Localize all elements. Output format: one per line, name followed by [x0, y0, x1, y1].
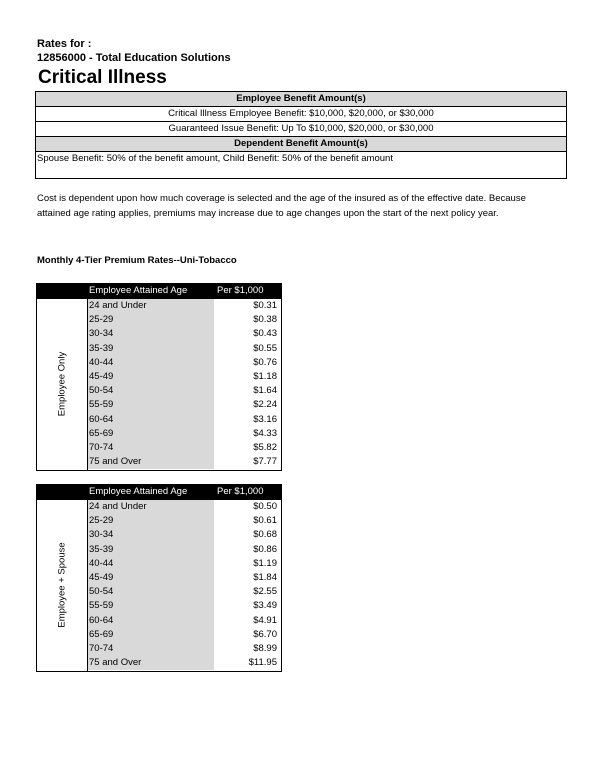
- age-band: 25-29: [88, 313, 214, 327]
- rate-value: $0.31: [253, 300, 277, 311]
- rate-value: $8.99: [253, 642, 277, 654]
- age-band: 50-54: [88, 384, 214, 398]
- table-row: [88, 557, 281, 571]
- table-row: [88, 413, 281, 427]
- col-age-header: Employee Attained Age: [89, 285, 188, 296]
- employee-benefit-heading: Employee Benefit Amount(s): [36, 92, 566, 107]
- rate-value: $1.19: [253, 557, 277, 569]
- table-row: [88, 571, 281, 585]
- table-row: [88, 441, 281, 455]
- table-row: [88, 514, 281, 528]
- age-band: 45-49: [88, 571, 214, 585]
- table-row: [88, 528, 281, 542]
- age-band: 65-69: [88, 427, 214, 441]
- age-band: 25-29: [88, 514, 214, 528]
- dependent-benefit-line: Spouse Benefit: 50% of the benefit amount, Child Benefit: 50% of the benefit amount: [37, 153, 393, 164]
- rate-value: $0.76: [253, 356, 277, 368]
- rate-value: $0.68: [253, 529, 277, 541]
- table-row: [88, 370, 281, 384]
- rate-value: $2.55: [253, 586, 277, 598]
- table-row: [88, 455, 281, 469]
- rates-for-label: Rates for :: [37, 38, 92, 50]
- age-band: 70-74: [88, 642, 214, 656]
- rate-value: $2.24: [253, 399, 277, 411]
- age-band: 35-39: [88, 342, 214, 356]
- rate-table-header: [37, 284, 281, 299]
- guaranteed-issue-line: Guaranteed Issue Benefit: Up To $10,000, $20,000, or $30,000: [36, 122, 566, 137]
- age-band: 24 and Under: [88, 299, 214, 313]
- rate-value: $7.77: [253, 456, 277, 468]
- table-row: [88, 327, 281, 341]
- age-band: 60-64: [88, 413, 214, 427]
- rate-value: $5.82: [253, 441, 277, 453]
- col-rate-header: Per $1,000: [217, 486, 264, 497]
- rate-value: $0.61: [253, 515, 277, 527]
- rate-value: $0.50: [253, 501, 277, 512]
- table-row: [88, 299, 281, 313]
- table-row: [88, 427, 281, 441]
- tier-label: Employee Only: [56, 351, 68, 417]
- table-row: [88, 384, 281, 398]
- rate-value: $4.91: [253, 614, 277, 626]
- table-row: [88, 642, 281, 656]
- age-band: 35-39: [88, 543, 214, 557]
- rate-value: $1.84: [253, 571, 277, 583]
- age-band: 70-74: [88, 441, 214, 455]
- rate-table-header: [37, 485, 281, 500]
- rate-rows: [88, 299, 281, 469]
- table-row: [88, 628, 281, 642]
- table-row: [88, 342, 281, 356]
- rate-value: $4.33: [253, 427, 277, 439]
- rate-value: $3.16: [253, 413, 277, 425]
- table-row: [88, 585, 281, 599]
- tier-label: Employee + Spouse: [56, 542, 68, 628]
- age-band: 55-59: [88, 599, 214, 613]
- benefit-amounts-table: [35, 91, 567, 179]
- table-row: [88, 313, 281, 327]
- cost-note: Cost is dependent upon how much coverage is selected and the age of the insured as of the effective date. Because attained age rating applies, premiums may increase due to age changes upon the start of the next policy year.: [37, 193, 526, 219]
- page-title: Critical Illness: [38, 67, 167, 88]
- tier-label-cell: [37, 500, 88, 671]
- table-row: [88, 614, 281, 628]
- rate-value: $1.64: [253, 385, 277, 397]
- table-row: [88, 398, 281, 412]
- rate-table-employee-only: [36, 283, 282, 471]
- rate-value: $0.55: [253, 342, 277, 354]
- age-band: 50-54: [88, 585, 214, 599]
- table-row: [88, 656, 281, 670]
- age-band: 40-44: [88, 557, 214, 571]
- table-row: [88, 356, 281, 370]
- rate-value: $11.95: [248, 657, 277, 669]
- rate-rows: [88, 500, 281, 670]
- tier-label-cell: [37, 299, 88, 470]
- age-band: 60-64: [88, 614, 214, 628]
- age-band: 45-49: [88, 370, 214, 384]
- rate-value: $1.18: [253, 370, 277, 382]
- col-age-header: Employee Attained Age: [89, 486, 188, 497]
- col-rate-header: Per $1,000: [217, 285, 264, 296]
- age-band: 65-69: [88, 628, 214, 642]
- age-band: 75 and Over: [88, 455, 214, 469]
- rate-table-employee-spouse: [36, 484, 282, 672]
- group-name: 12856000 - Total Education Solutions: [37, 52, 231, 64]
- dependent-benefit-heading: Dependent Benefit Amount(s): [36, 137, 566, 152]
- age-band: 40-44: [88, 356, 214, 370]
- age-band: 30-34: [88, 327, 214, 341]
- age-band: 24 and Under: [88, 500, 214, 514]
- rate-value: $0.38: [253, 314, 277, 326]
- rate-value: $0.86: [253, 543, 277, 555]
- table-row: [88, 500, 281, 514]
- rate-value: $3.49: [253, 600, 277, 612]
- age-band: 55-59: [88, 398, 214, 412]
- age-band: 30-34: [88, 528, 214, 542]
- rates-heading: Monthly 4-Tier Premium Rates--Uni-Tobacco: [37, 255, 237, 266]
- rate-value: $6.70: [253, 628, 277, 640]
- rate-value: $0.43: [253, 328, 277, 340]
- table-row: [88, 543, 281, 557]
- age-band: 75 and Over: [88, 656, 214, 670]
- employee-benefit-line: Critical Illness Employee Benefit: $10,000, $20,000, or $30,000: [36, 107, 566, 122]
- table-row: [88, 599, 281, 613]
